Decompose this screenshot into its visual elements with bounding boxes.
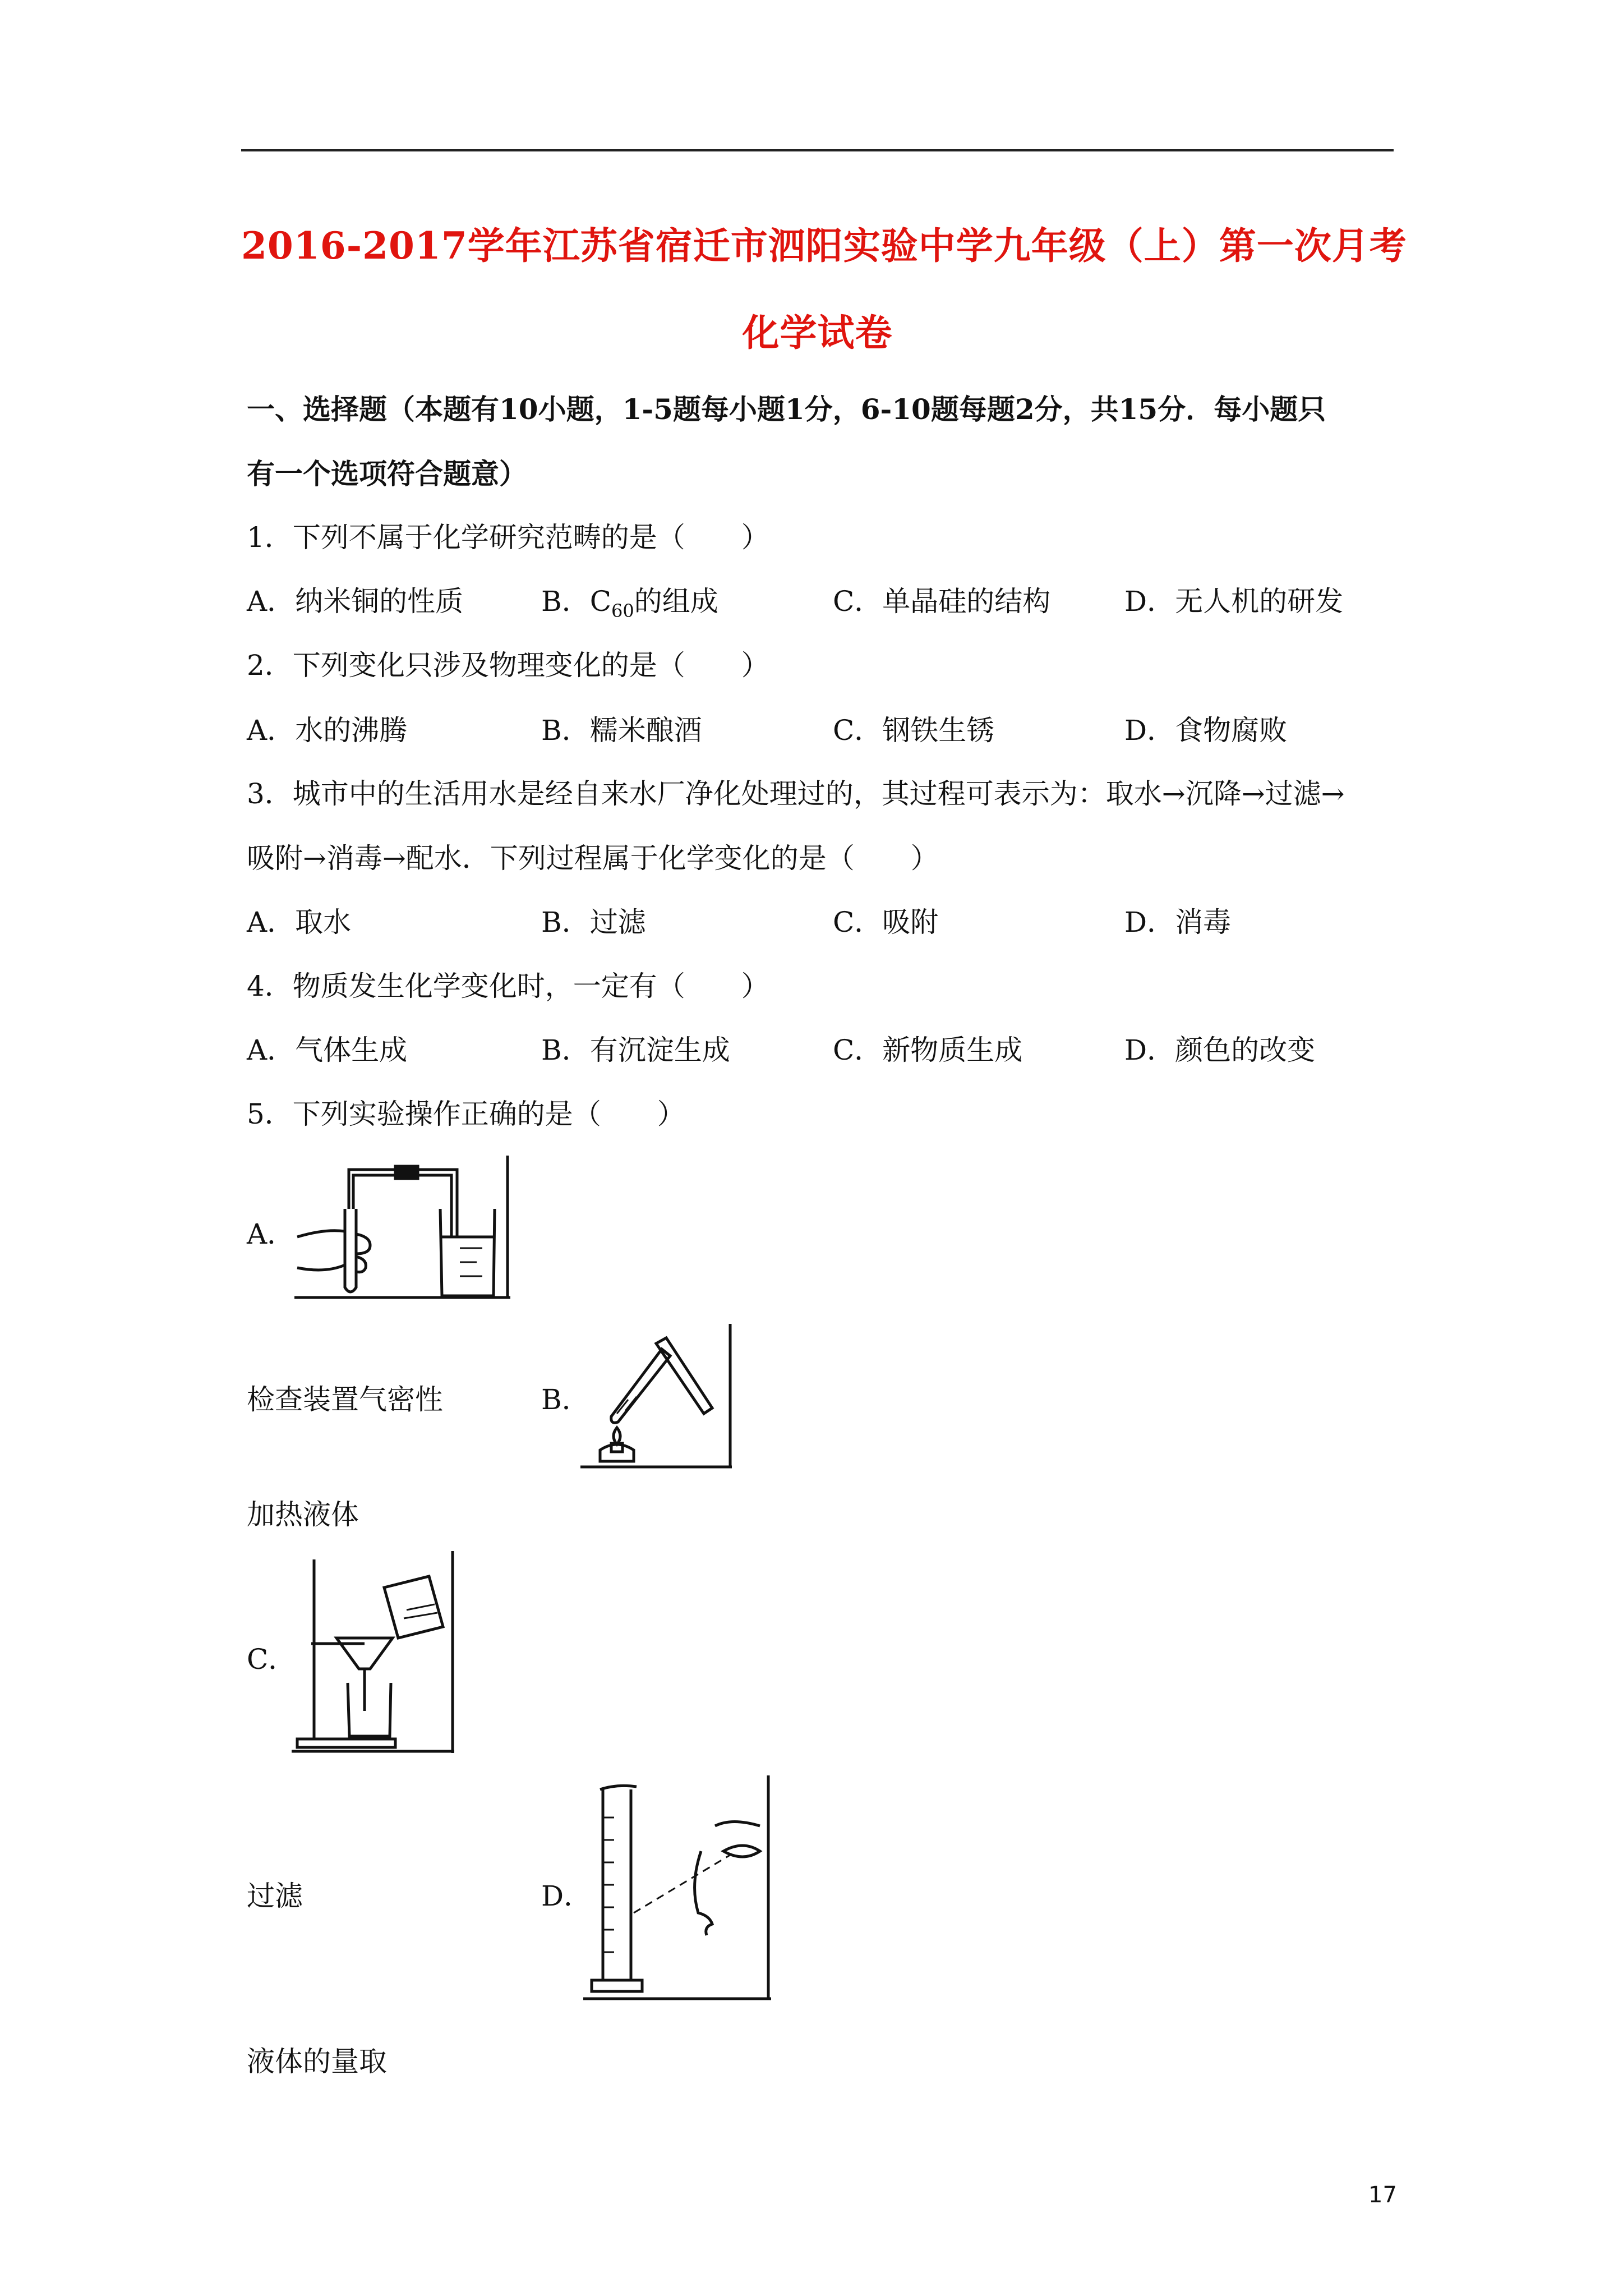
q4-option-b: B．有沉淀生成 [541,1034,730,1066]
q5-option-c-caption: 过滤 [247,1880,303,1912]
q5-option-b-letter: B． [541,1383,590,1416]
q3-stem-line2: 吸附→消毒→配水．下列过程属于化学变化的是（ ） [247,842,939,875]
q2-option-d: D．食物腐败 [1124,714,1288,747]
q5-option-a-caption: 检查装置气密性 [247,1383,443,1416]
q3-stem-line1: 3．城市中的生活用水是经自来水厂净化处理过的，其过程可表示为：取水→沉降→过滤→ [247,777,1345,810]
page-number: 17 [1368,2182,1397,2208]
heating-liquid-figure [578,1321,735,1470]
section-heading-line2: 有一个选项符合题意） [247,457,527,490]
q3-option-c: C．吸附 [833,906,939,938]
exam-title-line2: 化学试卷 [742,311,893,355]
q1-option-b: B．$C_{60}$的组成 [541,585,718,622]
q5-option-c-letter: C． [247,1643,297,1676]
q5-option-d-caption: 液体的量取 [247,2045,387,2078]
q2-option-a: A．水的沸腾 [247,714,408,747]
q5-stem: 5．下列实验操作正确的是（ ） [247,1098,685,1130]
q5-option-b-caption: 加热液体 [247,1498,359,1531]
header-rule [241,149,1394,151]
q2-option-c: C．钢铁生锈 [833,714,995,747]
q5-option-d-letter: D． [541,1880,592,1912]
exam-title-line1: 2016-2017学年江苏省宿迁市泗阳实验中学九年级（上）第一次月考 [241,224,1407,268]
q2-stem: 2．下列变化只涉及物理变化的是（ ） [247,649,769,682]
airtightness-check-figure [292,1153,513,1301]
q1-option-c: C．单晶硅的结构 [833,585,1051,618]
q4-option-d: D．颜色的改变 [1124,1034,1316,1066]
q4-option-c: C．新物质生成 [833,1034,1023,1066]
filtration-figure [289,1548,457,1756]
q4-stem: 4．物质发生化学变化时，一定有（ ） [247,970,769,1002]
q2-option-b: B．糯米酿酒 [541,714,702,747]
q5-option-a-letter: A． [247,1218,296,1250]
q3-option-b: B．过滤 [541,906,646,938]
q1-option-a: A．纳米铜的性质 [247,585,464,618]
q1-option-d: D．无人机的研发 [1124,585,1344,618]
section-heading-line1: 一、选择题（本题有10小题，1-5题每小题1分，6-10题每题2分，共15分．每小题只 [247,393,1326,426]
q1-stem: 1．下列不属于化学研究范畴的是（ ） [247,521,769,554]
q3-option-a: A．取水 [247,906,352,938]
q4-option-a: A．气体生成 [247,1034,408,1066]
q3-option-d: D．消毒 [1124,906,1232,938]
liquid-measuring-figure [580,1773,774,2003]
